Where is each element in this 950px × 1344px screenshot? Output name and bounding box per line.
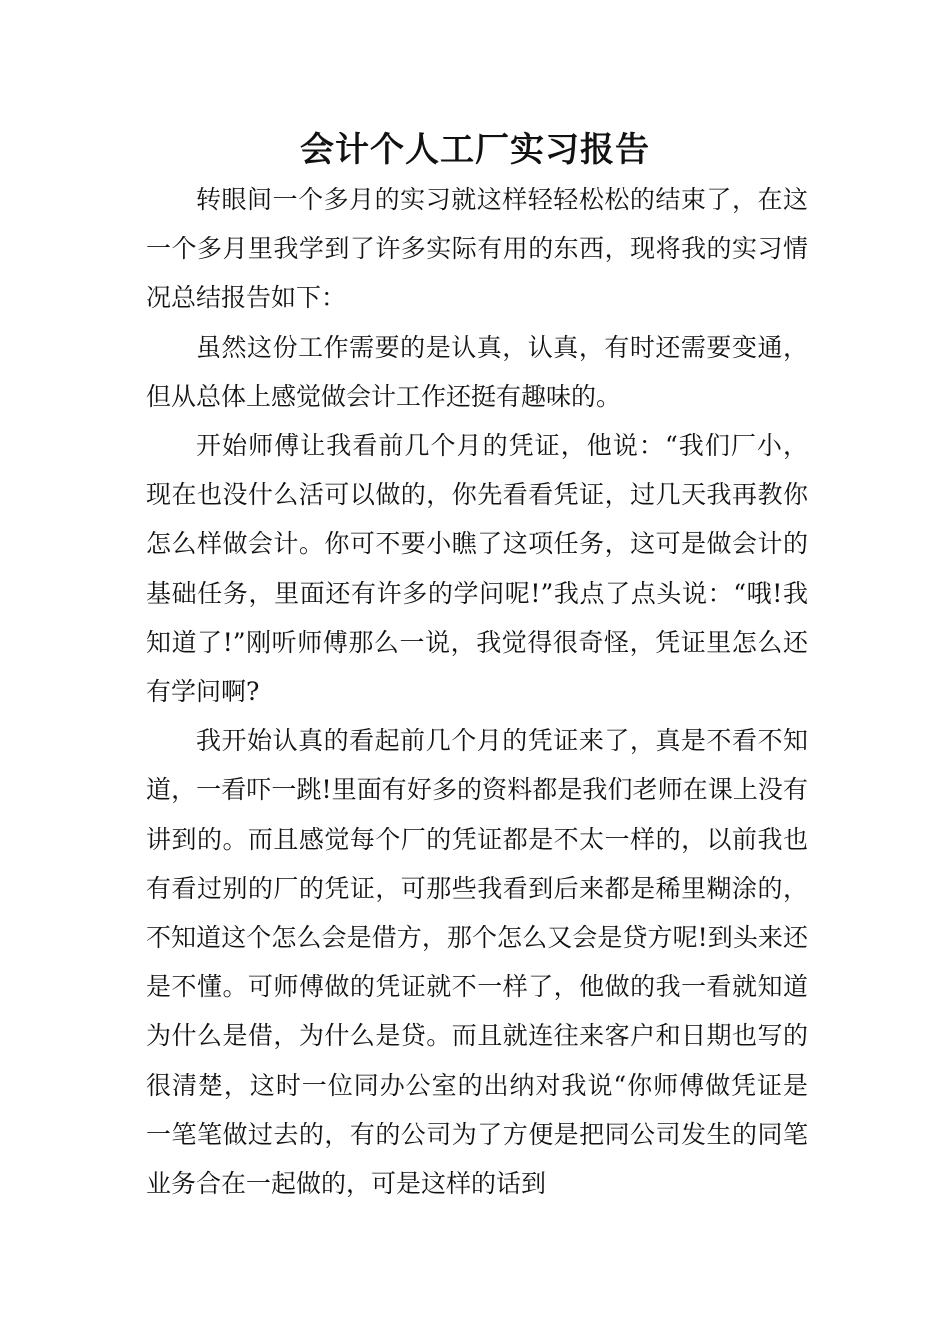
- paragraph-1: 转眼间一个多月的实习就这样轻轻松松的结束了，在这一个多月里我学到了许多实际有用的东西，现将我的实习情况总结报告如下：: [146, 185, 808, 313]
- document-title: 会计个人工厂实习报告: [300, 130, 650, 170]
- paragraph-2: 虽然这份工作需要的是认真，认真，有时还需要变通，但从总体上感觉做会计工作还挺有趣味的。: [146, 332, 808, 411]
- paragraph-3: 开始师傅让我看前几个月的凭证，他说：“我们厂小，现在也没什么活可以做的，你先看看凭证，过几天我再教你怎么样做会计。你可不要小瞧了这项任务，这可是做会计的基础任务，里面还有许多的学问呢!”我点了点头说：“哦!我知道了!”刚听师傅那么一说，我觉得很奇怪，凭证里怎么还有学问啊?: [146, 431, 808, 707]
- paragraph-4: 我开始认真的看起前几个月的凭证来了，真是不看不知道，一看吓一跳!里面有好多的资料都是我们老师在课上没有讲到的。而且感觉每个厂的凭证都是不太一样的，以前我也有看过别的厂的凭证，可那些我看到后来都是稀里糊涂的，不知道这个怎么会是借方，那个怎么又会是贷方呢!到头来还是不懂。可师傅做的凭证就不一样了，他做的我一看就知道为什么是借，为什么是贷。而且就连往来客户和日期也写的很清楚，这时一位同办公室的出纳对我说“你师傅做凭证是一笔笔做过去的，有的公司为了方便是把同公司发生的同笔业务合在一起做的，可是这样的话到: [146, 726, 808, 1199]
- document-body: [146, 175, 808, 1208]
